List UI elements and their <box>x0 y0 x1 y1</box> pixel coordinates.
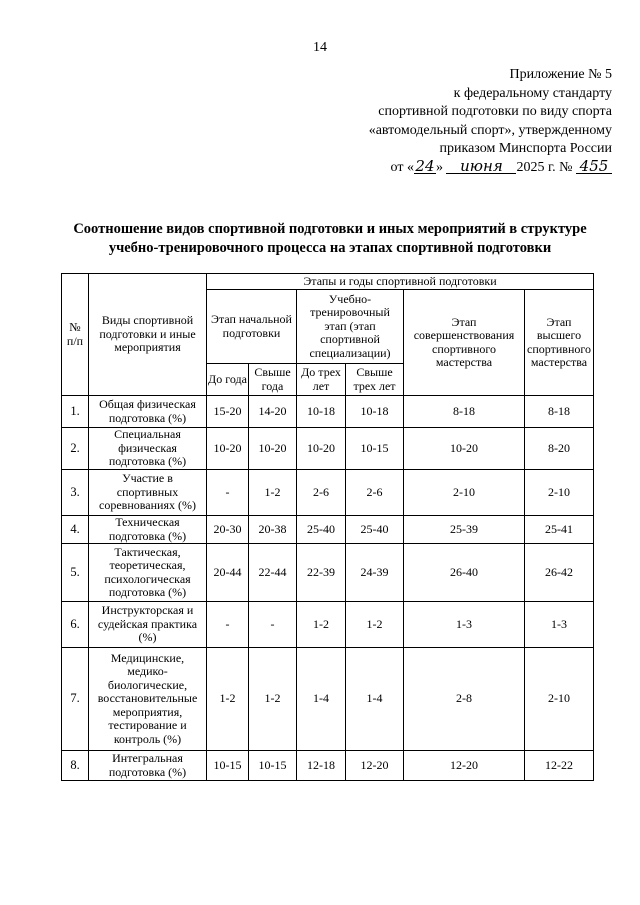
row-number: 7. <box>62 648 89 751</box>
title-line-2: учебно-тренировочного процесса на этапах спортивной подготовки <box>108 240 552 256</box>
row-number: 6. <box>62 602 89 648</box>
row-value-cell: 14-20 <box>249 396 297 428</box>
row-value-cell: 12-18 <box>297 751 346 781</box>
appendix-line: к федеральному стандарту <box>453 85 612 101</box>
row-value-cell: 2-8 <box>404 648 525 751</box>
row-value-cell: 24-39 <box>346 544 404 602</box>
row-value-cell: 25-39 <box>404 516 525 544</box>
row-value-cell: 10-18 <box>297 396 346 428</box>
header-over-year: Свыше года <box>249 364 297 396</box>
row-activity-name: Участие в спортивных соревнованиях (%) <box>89 470 207 516</box>
row-value-cell: - <box>249 602 297 648</box>
appendix-header <box>312 66 612 178</box>
table-row <box>62 602 594 648</box>
appendix-line: «автомодельный спорт», утвержденному <box>368 122 612 138</box>
date-prefix: от « <box>390 159 414 175</box>
row-activity-name: Инструкторская и судейская практика (%) <box>89 602 207 648</box>
handwritten-month: июня <box>446 159 516 174</box>
row-value-cell: 2-10 <box>525 470 594 516</box>
header-training-stage: Учебно-тренировочный этап (этап спортивной специализации) <box>297 290 404 364</box>
row-value-cell: 12-22 <box>525 751 594 781</box>
table-row <box>62 396 594 428</box>
row-value-cell: 20-38 <box>249 516 297 544</box>
document-title <box>60 220 600 258</box>
row-value-cell: 12-20 <box>404 751 525 781</box>
appendix-line: приказом Минспорта России <box>439 141 612 157</box>
row-value-cell: 20-30 <box>207 516 249 544</box>
row-number: 2. <box>62 428 89 470</box>
header-num: № п/п <box>62 274 89 396</box>
row-value-cell: 1-2 <box>297 602 346 648</box>
table-row <box>62 648 594 751</box>
row-value-cell: 2-10 <box>404 470 525 516</box>
row-value-cell: 8-18 <box>525 396 594 428</box>
row-value-cell: 1-3 <box>404 602 525 648</box>
row-value-cell: 10-20 <box>404 428 525 470</box>
header-kinds: Виды спортивной подготовки и иные мероприятия <box>89 274 207 396</box>
appendix-line: спортивной подготовки по виду спорта <box>378 104 612 120</box>
row-value-cell: 2-6 <box>297 470 346 516</box>
row-activity-name: Общая физическая подготовка (%) <box>89 396 207 428</box>
table-row <box>62 428 594 470</box>
table-row <box>62 544 594 602</box>
header-stages: Этапы и годы спортивной подготовки <box>207 274 594 290</box>
header-over-three: Свыше трех лет <box>346 364 404 396</box>
header-up-to-year: До года <box>207 364 249 396</box>
table-row <box>62 470 594 516</box>
header-up-to-three: До трех лет <box>297 364 346 396</box>
row-value-cell: 26-40 <box>404 544 525 602</box>
row-value-cell: 26-42 <box>525 544 594 602</box>
row-value-cell: 1-4 <box>346 648 404 751</box>
handwritten-order-number: 455 <box>576 159 612 174</box>
header-higher-stage: Этап высшего спортивного мастерства <box>525 290 594 396</box>
table-row <box>62 516 594 544</box>
date-sep: » <box>435 159 443 175</box>
row-value-cell: 1-4 <box>297 648 346 751</box>
row-value-cell: 2-10 <box>525 648 594 751</box>
row-value-cell: 20-44 <box>207 544 249 602</box>
row-value-cell: 8-20 <box>525 428 594 470</box>
row-value-cell: 22-39 <box>297 544 346 602</box>
row-value-cell: 10-15 <box>346 428 404 470</box>
row-value-cell: 10-20 <box>249 428 297 470</box>
row-value-cell: 25-40 <box>346 516 404 544</box>
row-value-cell: 25-40 <box>297 516 346 544</box>
row-value-cell: 10-18 <box>346 396 404 428</box>
row-number: 4. <box>62 516 89 544</box>
row-value-cell: - <box>207 470 249 516</box>
row-value-cell: 2-6 <box>346 470 404 516</box>
row-value-cell: 22-44 <box>249 544 297 602</box>
date-year: 2025 г. № <box>516 159 573 175</box>
row-value-cell: 10-15 <box>207 751 249 781</box>
row-activity-name: Техническая подготовка (%) <box>89 516 207 544</box>
row-number: 1. <box>62 396 89 428</box>
row-value-cell: 10-15 <box>249 751 297 781</box>
row-number: 5. <box>62 544 89 602</box>
row-value-cell: 1-2 <box>346 602 404 648</box>
title-line-1: Соотношение видов спортивной подготовки и иных мероприятий в структуре <box>73 221 587 237</box>
row-value-cell: 15-20 <box>207 396 249 428</box>
row-value-cell: 12-20 <box>346 751 404 781</box>
row-activity-name: Интегральная подготовка (%) <box>89 751 207 781</box>
row-number: 3. <box>62 470 89 516</box>
training-structure-table <box>61 273 594 781</box>
appendix-title: Приложение № 5 <box>509 67 612 82</box>
row-activity-name: Специальная физическая подготовка (%) <box>89 428 207 470</box>
row-value-cell: 10-20 <box>297 428 346 470</box>
row-value-cell: 8-18 <box>404 396 525 428</box>
row-value-cell: 1-2 <box>249 470 297 516</box>
header-improvement-stage: Этап совершенствования спортивного мастерства <box>404 290 525 396</box>
row-activity-name: Медицинские, медико-биологические, восстановительные мероприятия, тестирование и контроль (%) <box>89 648 207 751</box>
row-value-cell: 1-2 <box>249 648 297 751</box>
header-initial-stage: Этап начальной подготовки <box>207 290 297 364</box>
row-value-cell: 1-3 <box>525 602 594 648</box>
table-row <box>62 751 594 781</box>
handwritten-day: 24 <box>415 156 435 175</box>
row-value-cell: 25-41 <box>525 516 594 544</box>
row-number: 8. <box>62 751 89 781</box>
page-number: 14 <box>313 40 327 55</box>
row-value-cell: 10-20 <box>207 428 249 470</box>
order-date-line <box>312 156 612 178</box>
row-value-cell: 1-2 <box>207 648 249 751</box>
row-value-cell: - <box>207 602 249 648</box>
row-activity-name: Тактическая, теоретическая, психологическая подготовка (%) <box>89 544 207 602</box>
